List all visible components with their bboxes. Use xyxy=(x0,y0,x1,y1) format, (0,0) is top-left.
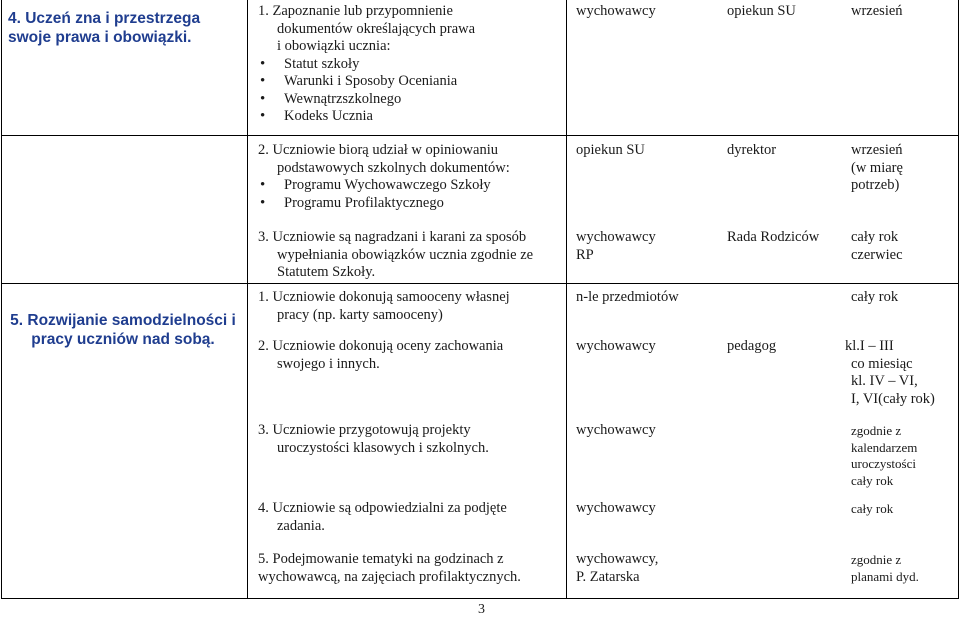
table-border-left xyxy=(1,0,2,599)
cooperation: opiekun SU xyxy=(727,3,796,19)
table-border-bottom xyxy=(1,598,959,599)
responsible: wychowawcy, P. Zatarska xyxy=(576,551,659,585)
row-divider xyxy=(1,283,959,284)
document-list xyxy=(260,177,510,212)
row-divider xyxy=(1,135,959,136)
cooperation: pedagog xyxy=(727,338,777,354)
responsible: n-le przedmiotów xyxy=(576,289,679,305)
deadline: cały rok czerwiec xyxy=(851,229,903,263)
list-item: • Statut szkoły xyxy=(260,56,475,74)
section-5-title: 5. Rozwijanie samodzielności i pracy uczniów nad sobą. xyxy=(10,312,236,348)
deadline: cały rok xyxy=(851,289,899,305)
section-4-title: 4. Uczeń zna i przestrzega swoje prawa i obowiązki. xyxy=(8,10,201,46)
list-item: • Programu Profilaktycznego xyxy=(260,195,510,213)
task-text: 2. Uczniowie biorą udział w opiniowaniu podstawowych szkolnych dokumentów: • Programu Wychowawczego Szkoły • Programu Profilaktycznego xyxy=(258,142,510,212)
deadline: wrzesień (w miarę potrzeb) xyxy=(851,142,903,193)
responsible: wychowawcy xyxy=(576,338,656,354)
task-text: 3. Uczniowie są nagradzani i karani za sposób wypełniania obowiązków ucznia zgodnie ze Statutem Szkoły. xyxy=(258,229,534,280)
column-divider xyxy=(247,0,248,599)
cooperation: dyrektor xyxy=(727,142,777,158)
responsible: wychowawcy xyxy=(576,500,656,516)
deadline: zgodnie z planami dyd. xyxy=(851,552,919,584)
task-text: 3. Uczniowie przygotowują projekty uroczystości klasowych i szkolnych. xyxy=(258,422,489,456)
task-text: 1. Uczniowie dokonują samooceny własnej pracy (np. karty samooceny) xyxy=(258,289,510,323)
list-item: • Programu Wychowawczego Szkoły xyxy=(260,177,510,195)
task-text: 1. Zapoznanie lub przypomnienie dokumentów określających prawa i obowiązki ucznia: • Statut szkoły • Warunki i Sposoby Oceniania • Wewnątrzszkolnego • Kodeks Ucznia xyxy=(258,3,475,126)
list-item: • Kodeks Ucznia xyxy=(260,108,475,126)
responsible: opiekun SU xyxy=(576,142,645,158)
cooperation: Rada Rodziców xyxy=(727,229,820,245)
responsible: wychowawcy xyxy=(576,3,656,19)
deadline: wrzesień xyxy=(851,3,903,19)
responsible: wychowawcy xyxy=(576,422,656,438)
list-item: • Warunki i Sposoby Oceniania xyxy=(260,73,475,91)
page-number: 3 xyxy=(478,602,485,617)
list-item: • Wewnątrzszkolnego xyxy=(260,91,475,109)
document-list xyxy=(260,56,475,126)
deadline: kl.I – III co miesiąc kl. IV – VI, I, VI(cały rok) xyxy=(845,338,935,407)
task-text: 2. Uczniowie dokonują oceny zachowania swojego i innych. xyxy=(258,338,504,372)
table-border-right xyxy=(958,0,959,599)
responsible: wychowawcy RP xyxy=(576,229,656,263)
deadline: cały rok xyxy=(851,501,894,516)
task-text: 4. Uczniowie są odpowiedzialni za podjęte zadania. xyxy=(258,500,507,534)
deadline: zgodnie z kalendarzem uroczystości cały rok xyxy=(851,423,918,488)
task-text: 5. Podejmowanie tematyki na godzinach z wychowawcą, na zajęciach profilaktycznych. xyxy=(258,551,521,585)
column-divider xyxy=(566,0,567,599)
